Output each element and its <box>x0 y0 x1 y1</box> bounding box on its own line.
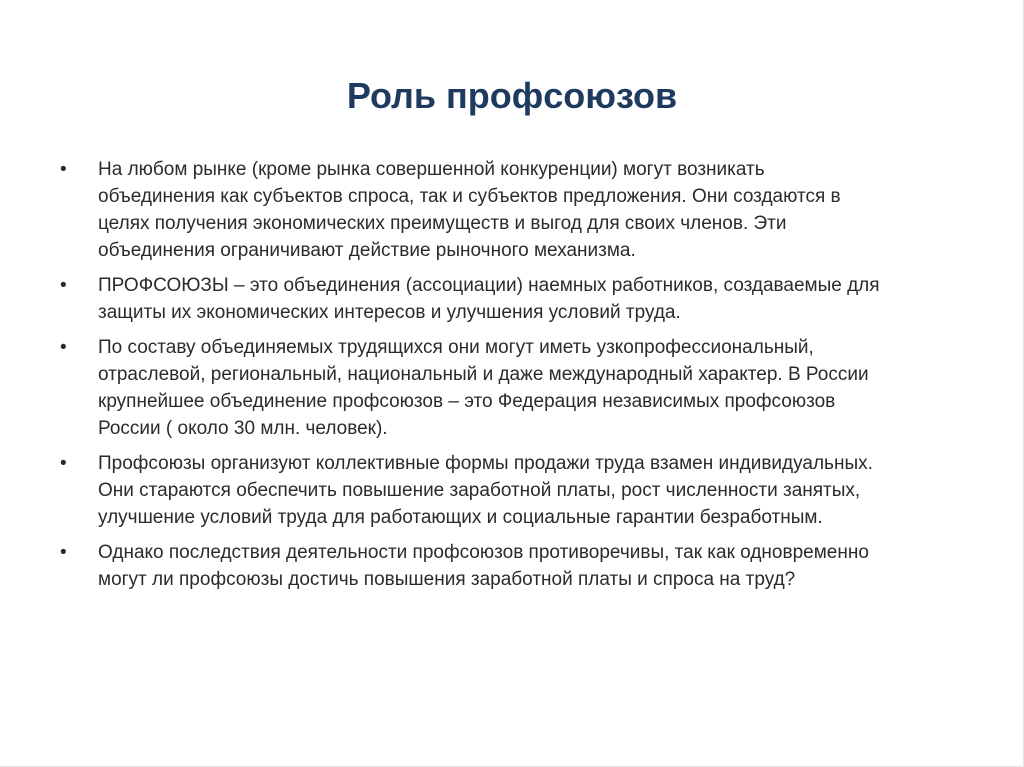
slide-title: Роль профсоюзов <box>346 75 678 116</box>
text-line: улучшение условий труда для работающих и социальные гарантии безработным. <box>98 507 823 528</box>
bullet-text <box>98 272 968 326</box>
text-line: Профсоюзы организуют коллективные формы продажи труда взамен индивидуальных. <box>98 453 873 474</box>
bullet-text <box>98 156 968 264</box>
text-line: объединения как субъектов спроса, так и субъектов предложения. Они создаются в <box>98 186 841 207</box>
bullet-icon: • <box>60 542 67 563</box>
bullet-icon: • <box>60 337 67 358</box>
text-line: Однако последствия деятельности профсоюзов противоречивы, так как одновременно <box>98 542 869 563</box>
text-line: России ( около 30 млн. человек). <box>98 418 388 439</box>
text-line: крупнейшее объединение профсоюзов – это Федерация независимых профсоюзов <box>98 391 836 412</box>
text-line: защиты их экономических интересов и улучшения условий труда. <box>98 302 681 323</box>
bullet-item <box>56 450 968 531</box>
bullet-list <box>56 156 968 601</box>
bullet-item <box>56 539 968 593</box>
text-line: ПРОФСОЮЗЫ – это объединения (ассоциации) наемных работников, создаваемые для <box>98 275 880 296</box>
bullet-item <box>56 334 968 442</box>
bullet-icon: • <box>60 159 67 180</box>
bullet-item <box>56 156 968 264</box>
text-line: Они стараются обеспечить повышение заработной платы, рост численности занятых, <box>98 480 861 501</box>
text-line: На любом рынке (кроме рынка совершенной конкуренции) могут возникать <box>98 159 765 180</box>
bullet-text <box>98 450 968 531</box>
bullet-item <box>56 272 968 326</box>
bullet-icon: • <box>60 453 67 474</box>
text-line: могут ли профсоюзы достичь повышения заработной платы и спроса на труд? <box>98 569 796 590</box>
text-line: целях получения экономических преимуществ и выгод для своих членов. Эти <box>98 213 787 234</box>
text-line: По составу объединяемых трудящихся они могут иметь узкопрофессиональный, <box>98 337 814 358</box>
text-line: отраслевой, региональный, национальный и даже международный характер. В России <box>98 364 869 385</box>
bullet-icon: • <box>60 275 67 296</box>
bullet-text <box>98 539 968 593</box>
bullet-text <box>98 334 968 442</box>
text-line: объединения ограничивают действие рыночного механизма. <box>98 240 636 261</box>
